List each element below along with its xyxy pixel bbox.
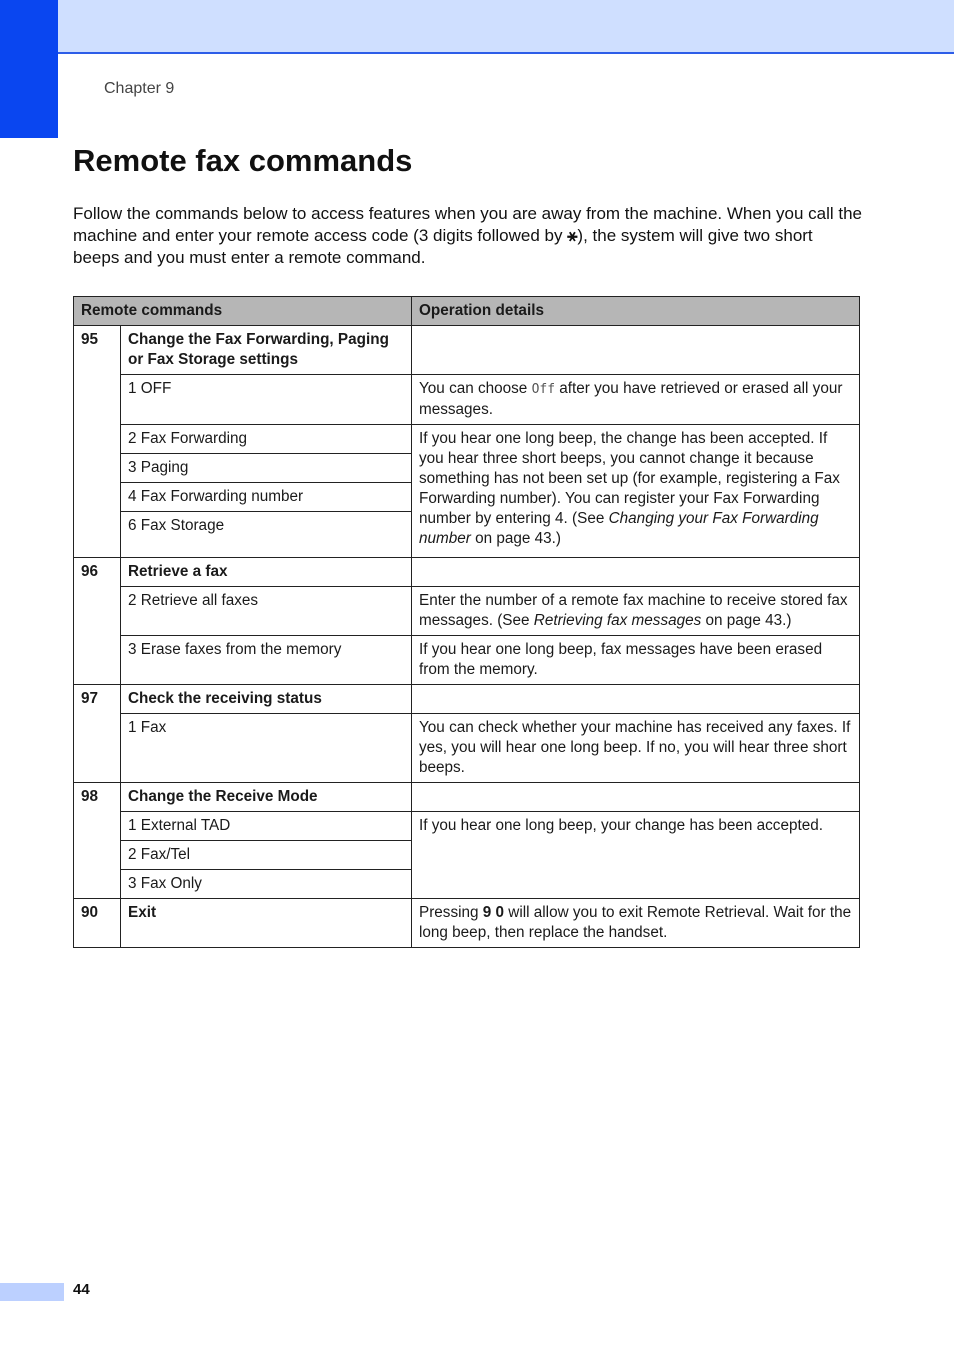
details-text: Enter the number of a remote fax machine to receive stored fax messages. (See [419,592,848,629]
option-erase-faxes: 3 Erase faxes from the memory [121,636,412,685]
option-fax-details: You can check whether your machine has received any faxes. If yes, you will hear one long beep. If no, you will hear three short beeps. [412,714,860,783]
chapter-tab [0,0,58,138]
table-row [74,636,860,685]
header-band [0,0,954,54]
table-header-row [74,297,860,326]
command-title-98: Change the Receive Mode [121,783,412,812]
command-code-90: 90 [74,899,121,948]
option-paging: 3 Paging [121,454,412,483]
option-retrieve-all-details [412,587,860,636]
command-code-97: 97 [74,685,121,783]
header-operation-details: Operation details [412,297,860,326]
page-number: 44 [73,1281,90,1298]
option-erase-details: If you hear one long beep, fax messages have been erased from the memory. [412,636,860,685]
table-row [74,375,860,425]
command-code-98: 98 [74,783,121,899]
table-row [74,899,860,948]
option-fax-forwarding: 2 Fax Forwarding [121,425,412,454]
receive-mode-details: If you hear one long beep, your change has been accepted. [412,812,860,899]
empty-cell [412,685,860,714]
details-text: If you hear one long beep, the change has been accepted. If you hear three short beeps, you cannot change it because something has not been set up (for example, registering a Fax Forwarding number). You can register your Fax Forwarding number by entering 4. (See [419,430,840,527]
key-sequence: 9 0 [482,904,505,921]
command-title-90: Exit [121,899,412,948]
option-fax-only: 3 Fax Only [121,870,412,899]
command-title-95: Change the Fax Forwarding, Paging or Fax Storage settings [121,326,412,375]
details-text: Pressing [419,904,483,921]
intro-text-2: ), the system will give two short beeps and you must enter a remote command. [73,226,813,267]
option-fax-storage: 6 Fax Storage [121,512,412,558]
details-text: will allow you to exit Remote Retrieval. Wait for the long beep, then replace the handset. [419,904,852,941]
footer-bar [0,1283,64,1301]
star-key-icon: ⚹ [567,226,578,245]
exit-details [412,899,860,948]
header-remote-commands: Remote commands [74,297,412,326]
command-title-96: Retrieve a fax [121,558,412,587]
table-row [74,425,860,454]
option-off-details [412,375,860,425]
page-title: Remote fax commands [73,143,413,178]
details-text: on page 43.) [470,530,562,547]
chapter-label: Chapter 9 [104,80,175,97]
command-title-97: Check the receiving status [121,685,412,714]
intro-text-1: Follow the commands below to access features when you are away from the machine. When you call the machine and enter your remote access code (3 digits followed by [73,204,862,245]
display-text-off: Off [531,382,556,397]
cross-reference: Retrieving fax messages [533,612,702,629]
table-row [74,783,860,812]
option-retrieve-all: 2 Retrieve all faxes [121,587,412,636]
table-row [74,714,860,783]
option-fax-forwarding-number: 4 Fax Forwarding number [121,483,412,512]
details-text: on page 43.) [701,612,792,629]
details-text: You can choose [419,380,532,397]
option-fax-tel: 2 Fax/Tel [121,841,412,870]
command-code-95: 95 [74,326,121,558]
remote-commands-table [73,296,860,948]
intro-paragraph [73,203,863,269]
table-row [74,587,860,636]
option-external-tad: 1 External TAD [121,812,412,841]
table-row [74,326,860,375]
command-code-96: 96 [74,558,121,685]
forwarding-group-details [412,425,860,558]
table-row [74,812,860,841]
empty-cell [412,783,860,812]
empty-cell [412,326,860,375]
table-row [74,558,860,587]
details-text: after you have retrieved or erased all your messages. [419,380,843,418]
option-off: 1 OFF [121,375,412,425]
empty-cell [412,558,860,587]
table-row [74,685,860,714]
cross-reference: Changing your Fax Forwarding number [419,510,819,547]
option-fax: 1 Fax [121,714,412,783]
